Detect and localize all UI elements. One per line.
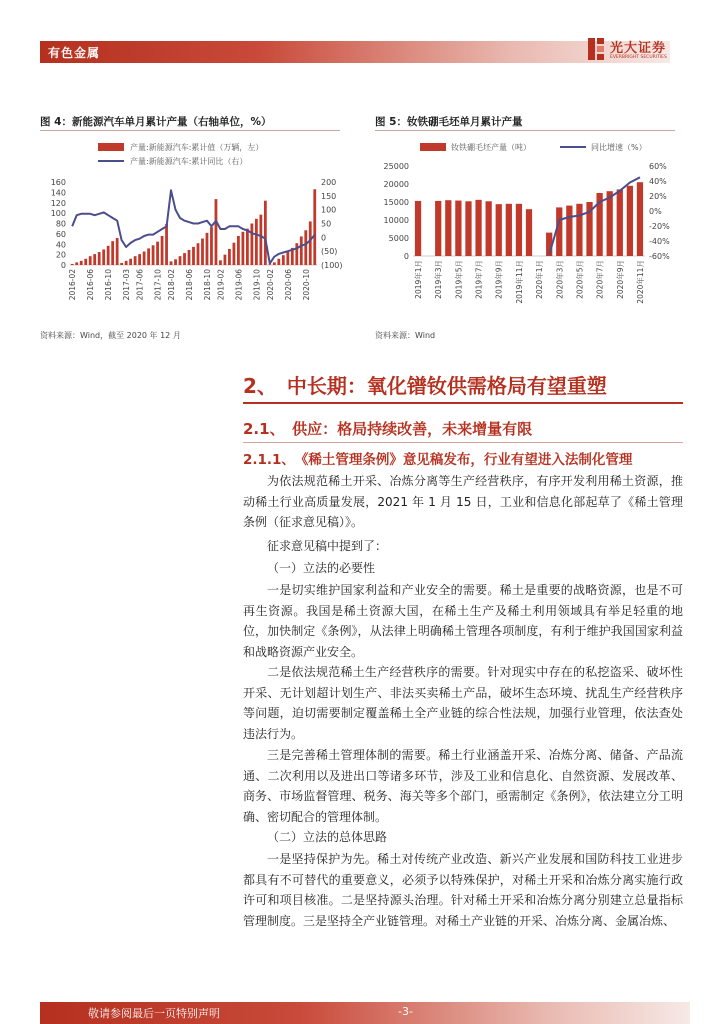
fig4-title: 图 4：新能源汽车单月累计产量（右轴单位，%） xyxy=(40,114,271,129)
fig4-bar xyxy=(129,259,132,265)
fig5-ytick-left: 15000 xyxy=(383,198,409,207)
footer-note: 敬请参阅最后一页特别声明 xyxy=(88,1007,220,1020)
fig4-bar xyxy=(120,263,123,265)
fig4-bar xyxy=(165,224,168,265)
fig4-bar xyxy=(295,243,298,265)
fig4-bar xyxy=(183,253,186,265)
fig5-ytick-right: 60% xyxy=(649,162,667,171)
fig4-bar xyxy=(102,249,105,265)
fig5-legend xyxy=(420,142,647,152)
fig4-bar xyxy=(116,238,119,265)
fig5-bar xyxy=(465,201,471,256)
fig4-chart xyxy=(40,138,350,328)
fig4-bar xyxy=(138,254,141,265)
fig5-bar xyxy=(506,204,512,256)
fig4-ytick-left: 140 xyxy=(50,188,66,198)
fig4-ytick-right: 200 xyxy=(321,178,337,187)
fig5-xtick: 2020年9月 xyxy=(615,260,625,299)
fig4-xtick: 2016-02 xyxy=(68,268,78,301)
paragraph-point-2: 二是依法规范稀土生产经营秩序的需要。针对现实中存在的私挖盗采、破坏性开采、无计划超计划生产、非法买卖稀土产品，破坏生态环境、扰乱生产经营秩序等问题，迫切需要制定覆盖稀土全产业链的综合性法规，加强行业管理，依法查处违法行为。 xyxy=(243,665,683,741)
fig4-xtick: 2017-03 xyxy=(122,268,132,301)
fig5-xtick: 2019年5月 xyxy=(454,260,464,299)
fig4-bar xyxy=(107,246,110,265)
fig4-bar xyxy=(192,247,195,265)
fig4-bar xyxy=(233,243,236,265)
fig4-bar xyxy=(80,261,83,265)
fig4-ytick-left: 20 xyxy=(55,250,66,260)
subheading-approach: （二）立法的总体思路 xyxy=(267,830,388,844)
fig4-bar xyxy=(147,248,150,265)
paragraph-point-3: 三是完善稀土管理体制的需要。稀土行业涵盖开采、冶炼分离、储备、产品流通、二次利用以及进出口等诸多环节，涉及工业和信息化、自然资源、发展改革、商务、市场监督管理、税务、海关等多个部门，亟需制定《条例》，依法建立分工明确、密切配合的管理体制。 xyxy=(243,748,683,824)
fig4-bar xyxy=(273,262,276,265)
fig5-ytick-right: -20% xyxy=(649,222,670,231)
fig5-bar xyxy=(486,201,492,256)
fig4-bar xyxy=(264,201,267,265)
fig5-line xyxy=(549,177,640,254)
fig4-bar xyxy=(152,245,155,265)
fig4-bar xyxy=(259,215,262,265)
fig5-bar xyxy=(566,206,572,256)
fig5-bar xyxy=(445,200,451,256)
fig4-xtick: 2019-02 xyxy=(216,268,226,301)
fig5-xtick: 2019年9月 xyxy=(494,259,504,299)
header-band xyxy=(40,41,670,63)
fig4-bar xyxy=(219,260,222,265)
paragraph-lead: 征求意见稿中提到了： xyxy=(267,539,388,553)
fig4-bar xyxy=(228,249,231,265)
fig5-source: 资料来源：Wind xyxy=(375,331,436,340)
fig4-xtick: 2018-06 xyxy=(185,268,194,301)
fig4-ytick-left: 160 xyxy=(50,178,66,187)
fig5-ytick-right: 0% xyxy=(649,207,662,216)
fig5-bar xyxy=(415,201,421,256)
heading-level3: 2.1、 供应：格局持续改善，未来增量有限 xyxy=(243,420,533,438)
fig5-bar xyxy=(607,191,613,256)
fig4-source: 资料来源：Wind，截至 2020 年 12 月 xyxy=(40,331,181,340)
fig4-bar xyxy=(93,254,96,265)
fig4-ytick-left: 80 xyxy=(55,219,66,229)
paragraph-point-1: 一是切实维护国家利益和产业安全的需要。稀土是重要的战略资源，也是不可再生资源。我国是稀土资源大国，在稀土生产及稀土利用领域具有举足轻重的地位，加快制定《条例》，从法律上明确稀土管理各项制度，有利于维护我国国家利益和战略资源产业安全。 xyxy=(243,583,683,659)
fig5-legend-bar-label: 钕铁硼毛坯产量（吨） xyxy=(451,143,531,152)
fig4-bar xyxy=(111,241,114,265)
fig5-ytick-right: 40% xyxy=(649,177,667,186)
fig4-bar xyxy=(188,250,191,265)
fig4-bar xyxy=(71,264,74,265)
fig5-title: 图 5：钕铁硼毛坯单月累计产量 xyxy=(375,114,522,129)
fig4-xtick: 2019-06 xyxy=(234,268,244,301)
fig5-chart xyxy=(375,138,685,328)
fig5-legend-bar-swatch xyxy=(420,143,446,151)
fig4-bar xyxy=(179,256,182,265)
fig5-ytick-right: 20% xyxy=(649,192,667,201)
fig4-ytick-left: 0 xyxy=(60,261,66,270)
fig4-bar xyxy=(255,219,258,265)
fig4-bar xyxy=(300,236,303,265)
fig4-ytick-right: 50 xyxy=(321,219,332,229)
fig4-bar xyxy=(156,242,159,265)
fig4-legend-bar-swatch xyxy=(98,143,124,151)
fig4-bar xyxy=(309,221,312,265)
fig4-ytick-left: 40 xyxy=(55,240,66,250)
subheading-necessity: （一）立法的必要性 xyxy=(267,561,376,575)
fig5-bar xyxy=(627,186,633,256)
logo-name: 光大证券 xyxy=(610,41,667,56)
fig5-ytick-left: 5000 xyxy=(388,234,409,243)
fig4-ytick-right: (100) xyxy=(321,261,343,270)
fig4-bar xyxy=(197,243,200,265)
fig4-bar xyxy=(134,256,137,265)
section-name: 有色金属 xyxy=(48,46,101,60)
fig5-bar xyxy=(526,209,532,256)
logo-sub: EVERBRIGHT SECURITIES xyxy=(610,55,667,60)
fig5-xtick: 2020年7月 xyxy=(595,259,605,299)
fig5-bar xyxy=(617,189,623,256)
fig4-ytick-left: 60 xyxy=(55,229,66,239)
fig4-bar xyxy=(75,262,78,265)
fig4-bar xyxy=(304,230,307,265)
fig5-legend-line-label: 同比增速（%） xyxy=(591,143,647,152)
fig5-bar xyxy=(576,204,582,256)
fig4-bar xyxy=(89,256,92,265)
fig5-ytick-left: 20000 xyxy=(383,180,409,189)
logo-mark-icon xyxy=(588,38,604,60)
fig4-bar xyxy=(313,189,316,265)
fig4-ytick-right: (50) xyxy=(321,247,338,257)
heading-level2-rule xyxy=(243,402,683,404)
fig4-ytick-right: 100 xyxy=(321,205,337,215)
fig4-xtick: 2017-10 xyxy=(153,269,163,301)
fig4-bar xyxy=(201,239,204,265)
fig4-legend-bar-label: 产量:新能源汽车:累计值（万辆，左） xyxy=(130,143,264,152)
fig5-xtick: 2019年3月 xyxy=(434,259,444,299)
page-number: -3- xyxy=(398,1005,413,1018)
fig4-bar xyxy=(237,236,240,265)
heading-level3-rule xyxy=(243,442,683,443)
fig4-bar xyxy=(210,227,213,265)
fig5-xtick: 2019年1月 xyxy=(414,259,423,299)
fig4-bar xyxy=(246,229,249,265)
fig5-xtick: 2020年1月 xyxy=(535,260,545,299)
fig4-bar xyxy=(224,255,227,265)
fig4-ytick-right: 0 xyxy=(321,233,327,243)
fig5-bar xyxy=(475,200,481,256)
fig5-xtick: 2020年5月 xyxy=(575,259,585,299)
fig4-bar xyxy=(161,236,164,265)
fig4-bar xyxy=(277,259,280,265)
fig4-bar xyxy=(174,259,177,265)
fig4-ytick-left: 100 xyxy=(50,209,66,219)
fig5-bar xyxy=(556,207,562,256)
fig4-xtick: 2018-02 xyxy=(167,268,176,301)
fig4-xtick: 2018-10 xyxy=(203,269,212,301)
logo xyxy=(588,36,684,66)
fig5-bar xyxy=(496,204,502,256)
fig4-xtick: 2016-06 xyxy=(86,268,96,301)
fig5-ytick-left: 25000 xyxy=(383,162,409,171)
fig5-xtick: 2020年11月 xyxy=(636,260,645,304)
fig4-bar xyxy=(215,199,218,265)
fig4-bar xyxy=(170,261,173,265)
fig4-xtick: 2016-10 xyxy=(104,269,114,301)
fig4-xtick: 2017-06 xyxy=(135,268,145,301)
fig4-xtick: 2019-10 xyxy=(252,269,262,301)
fig5-bar xyxy=(455,201,461,256)
fig4-bar xyxy=(143,252,146,265)
fig4-xtick: 2020-02 xyxy=(265,268,275,301)
fig4-bar xyxy=(242,232,245,265)
fig4-legend xyxy=(98,142,263,166)
fig4-bar xyxy=(125,261,128,265)
fig5-ytick-right: -60% xyxy=(649,252,670,261)
fig4-ytick-right: 150 xyxy=(321,191,337,201)
fig5-ytick-left: 0 xyxy=(403,252,409,261)
fig5-xtick: 2020年3月 xyxy=(555,260,565,299)
fig5-bar xyxy=(637,182,643,256)
fig5-bar xyxy=(516,204,522,256)
fig5-bar xyxy=(435,201,441,256)
fig5-ytick-right: -40% xyxy=(649,237,670,246)
fig5-xtick: 2019年11月 xyxy=(514,259,524,304)
fig4-ytick-left: 120 xyxy=(50,198,66,208)
fig4-bar xyxy=(98,252,101,265)
fig4-bar xyxy=(84,259,87,265)
fig4-bar xyxy=(286,251,289,265)
heading-level4: 2.1.1、 《稀土管理条例》意见稿发布，行业有望进入法制化管理 xyxy=(243,452,633,468)
heading-level2: 2、 中长期：氧化镨钕供需格局有望重塑 xyxy=(243,374,607,398)
fig4-xtick: 2020-06 xyxy=(283,268,293,301)
fig4-bar xyxy=(282,255,285,265)
fig4-xtick: 2020-10 xyxy=(301,269,311,301)
fig5-ytick-left: 10000 xyxy=(383,216,409,225)
fig4-bar xyxy=(206,233,209,265)
paragraph-intro: 为依法规范稀土开采、冶炼分离等生产经营秩序，有序开发利用稀土资源，推动稀土行业高质量发展，2021 年 1 月 15 日，工业和信息化部起草了《稀土管理条例（征求意见稿）》。 xyxy=(243,474,683,529)
fig4-legend-line-label: 产量:新能源汽车:累计同比（右） xyxy=(130,157,248,166)
paragraph-approach: 一是坚持保护为先。稀土对传统产业改造、新兴产业发展和国防科技工业进步都具有不可替代的重要意义，必须予以特殊保护，对稀土开采和冶炼分离实施行政许可和项目核准。二是坚持源头治理。针对稀土开采和冶炼分离分别建立总量指标管理制度。三是坚持全产业链管理。对稀土产业链的开采、冶炼分离、金属冶炼、 xyxy=(243,852,683,928)
fig4-bar xyxy=(250,224,253,266)
fig5-xtick: 2019年7月 xyxy=(474,260,484,299)
